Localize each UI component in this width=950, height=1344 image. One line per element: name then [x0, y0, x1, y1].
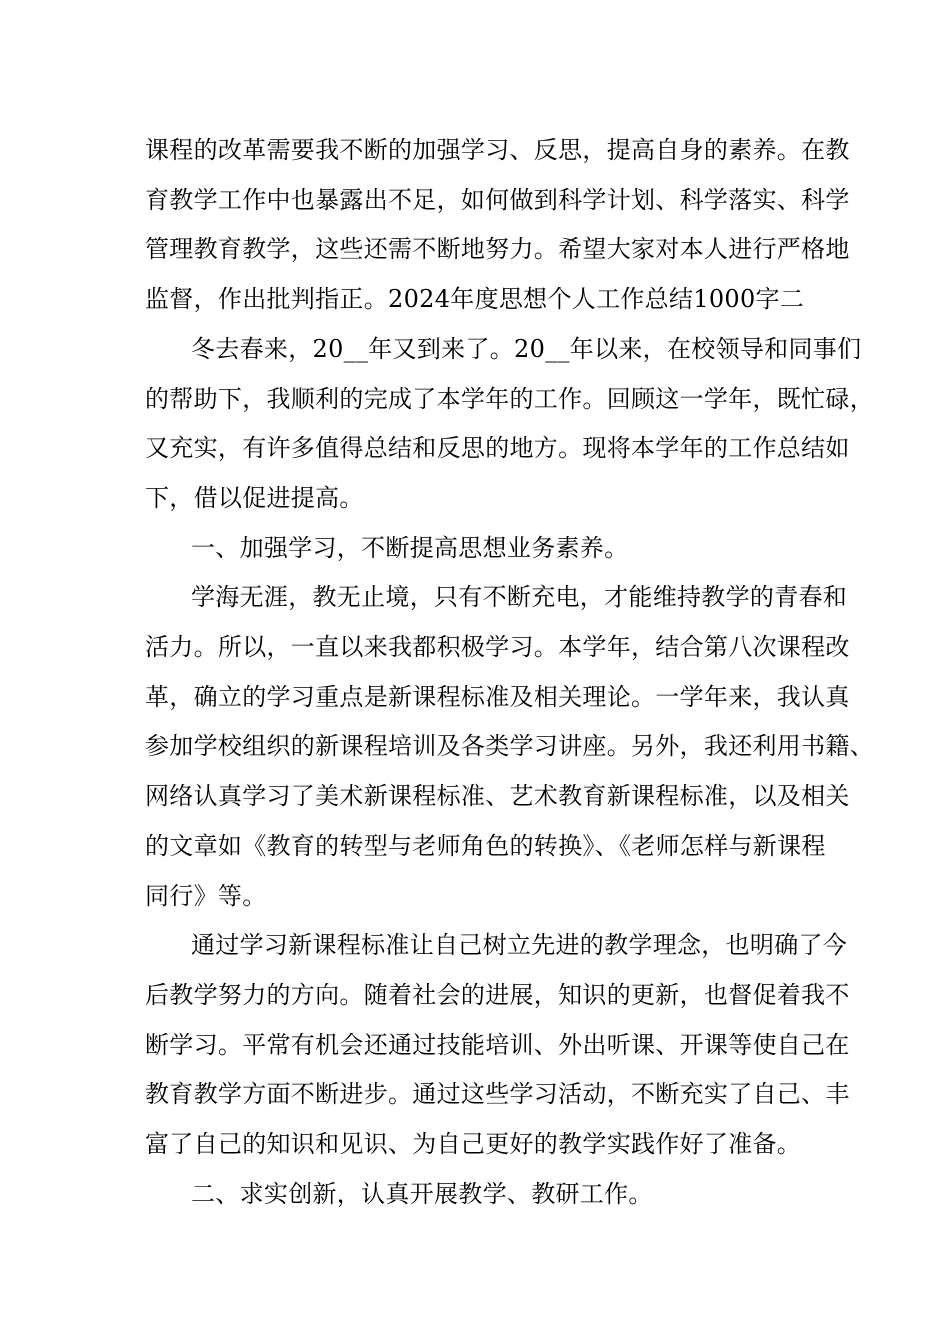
text-line: 后教学努力的方向。随着社会的进展，知识的更新，也督促着我不 — [145, 980, 850, 1009]
text-line: 冬去春来，20__年又到来了。20__年以来，在校领导和同事们 — [191, 334, 862, 363]
text-line: 又充实，有许多值得总结和反思的地方。现将本学年的工作总结如 — [145, 434, 850, 463]
paragraph-1 — [145, 126, 850, 325]
paragraph-3 — [145, 573, 874, 921]
text-line: 教育教学方面不断进步。通过这些学习活动，不断充实了自己、丰 — [145, 1080, 850, 1109]
text-line: 管理教育教学，这些还需不断地努力。希望大家对本人进行严格地 — [145, 235, 850, 264]
section-heading-2 — [145, 1170, 815, 1220]
text-line: 革，确立的学习重点是新课程标准及相关理论。一学年来，我认真 — [145, 682, 850, 711]
paragraph-4 — [145, 921, 850, 1170]
document-body — [145, 126, 874, 1219]
paragraph-2 — [145, 325, 874, 524]
text-line: 活力。所以，一直以来我都积极学习。本学年，结合第八次课程改 — [145, 633, 850, 662]
text-line: 监督，作出批判指正。2024年度思想个人工作总结1000字二 — [145, 285, 805, 314]
text-line: 断学习。平常有机会还通过技能培训、外出听课、开课等使自己在 — [145, 1030, 850, 1059]
section-heading-1 — [145, 524, 815, 574]
text-line: 的文章如《教育的转型与老师角色的转换》、《老师怎样与新课程 — [145, 831, 826, 860]
text-line: 下，借以促进提高。 — [145, 483, 364, 512]
text-line: 的帮助下，我顺利的完成了本学年的工作。回顾这一学年，既忙碌， — [145, 384, 874, 413]
text-line: 富了自己的知识和见识、为自己更好的教学实践作好了准备。 — [145, 1130, 802, 1159]
text-line: 学海无涯，教无止境，只有不断充电，才能维持教学的青春和 — [191, 583, 848, 612]
text-line: 育教学工作中也暴露出不足，如何做到科学计划、科学落实、科学 — [145, 185, 850, 214]
text-line: 一、加强学习，不断提高思想业务素养。 — [191, 533, 629, 562]
text-line: 同行》等。 — [145, 881, 267, 910]
text-line: 二、求实创新，认真开展教学、教研工作。 — [191, 1179, 653, 1208]
text-line: 网络认真学习了美术新课程标准、艺术教育新课程标准，以及相关 — [145, 782, 850, 811]
text-line: 参加学校组织的新课程培训及各类学习讲座。另外，我还利用书籍、 — [145, 732, 874, 761]
text-line: 通过学习新课程标准让自己树立先进的教学理念，也明确了今 — [191, 931, 848, 960]
text-line: 课程的改革需要我不断的加强学习、反思，提高自身的素养。在教 — [145, 136, 850, 164]
